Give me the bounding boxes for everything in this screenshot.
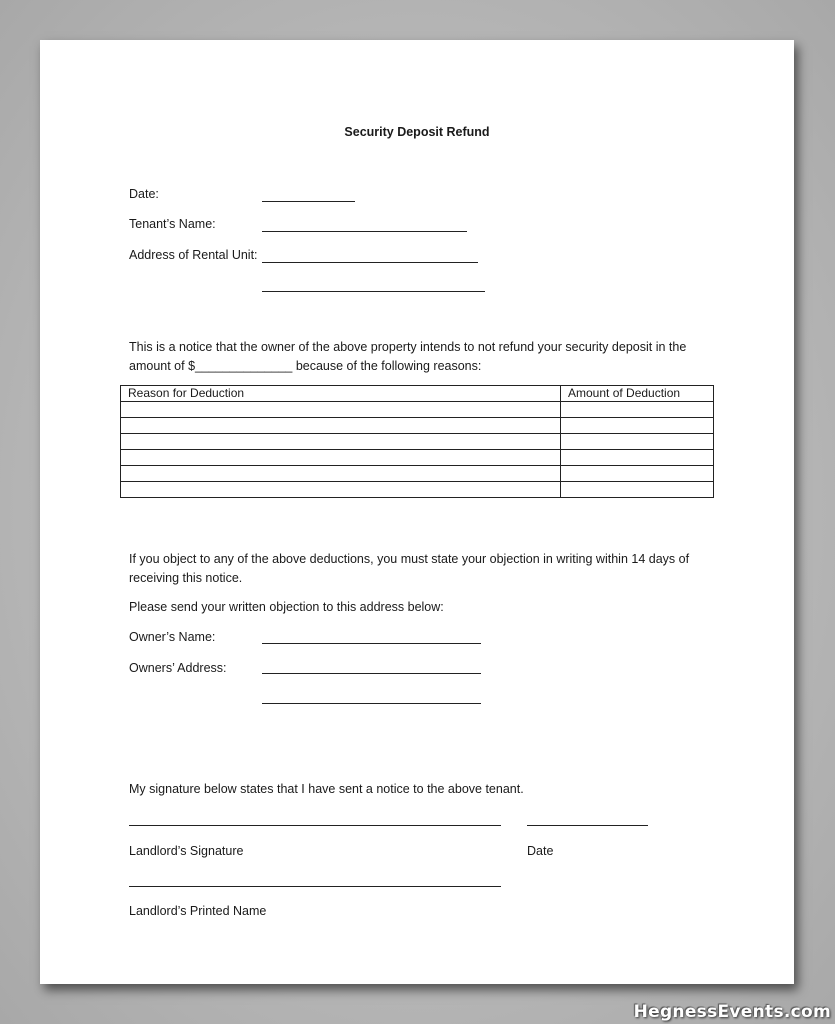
- landlord-signature-label: Landlord’s Signature: [129, 844, 244, 858]
- header-amount: Amount of Deduction: [561, 386, 714, 402]
- owner-address-line-1: [262, 673, 481, 674]
- amount-cell: [561, 482, 714, 498]
- owner-name-line: [262, 643, 481, 644]
- landlord-printed-name-label: Landlord’s Printed Name: [129, 904, 267, 918]
- owner-name-label: Owner’s Name:: [129, 630, 216, 644]
- table-row: [121, 418, 714, 434]
- address-line-1: [262, 262, 478, 263]
- tenant-name-line: [262, 231, 467, 232]
- table-row: [121, 434, 714, 450]
- amount-cell: [561, 466, 714, 482]
- amount-cell: [561, 418, 714, 434]
- signature-statement: My signature below states that I have sent a notice to the above tenant.: [129, 782, 524, 796]
- reason-cell: [121, 482, 561, 498]
- header-reason: Reason for Deduction: [121, 386, 561, 402]
- table-header-row: [121, 386, 714, 402]
- tenant-name-label: Tenant’s Name:: [129, 217, 216, 231]
- table-row: [121, 482, 714, 498]
- reason-cell: [121, 402, 561, 418]
- signature-date-label: Date: [527, 844, 554, 858]
- signature-date-line: [527, 825, 648, 826]
- table-row: [121, 466, 714, 482]
- reason-cell: [121, 434, 561, 450]
- deductions-table: [120, 385, 714, 498]
- address-label: Address of Rental Unit:: [129, 248, 258, 262]
- owner-address-line-2: [262, 703, 481, 704]
- reason-cell: [121, 418, 561, 434]
- document-title: Security Deposit Refund: [344, 125, 490, 139]
- address-line-2: [262, 291, 485, 292]
- landlord-signature-line: [129, 825, 501, 826]
- amount-cell: [561, 402, 714, 418]
- reason-cell: [121, 450, 561, 466]
- landlord-printed-name-line: [129, 886, 501, 887]
- reason-cell: [121, 466, 561, 482]
- site-watermark: HegnessEvents.com: [633, 1002, 831, 1022]
- date-line: [262, 201, 355, 202]
- owner-address-label: Owners’ Address:: [129, 661, 227, 675]
- amount-cell: [561, 450, 714, 466]
- send-instruction: Please send your written objection to this address below:: [129, 600, 444, 614]
- date-label: Date:: [129, 187, 159, 201]
- document-page: [40, 40, 794, 984]
- amount-cell: [561, 434, 714, 450]
- objection-paragraph: If you object to any of the above deductions, you must state your objection in writing within 14 days of receiving this notice.: [129, 552, 690, 585]
- table-row: [121, 450, 714, 466]
- notice-paragraph: This is a notice that the owner of the above property intends to not refund your security deposit in the amount of $______________ because of the following reasons:: [129, 340, 687, 373]
- table-row: [121, 402, 714, 418]
